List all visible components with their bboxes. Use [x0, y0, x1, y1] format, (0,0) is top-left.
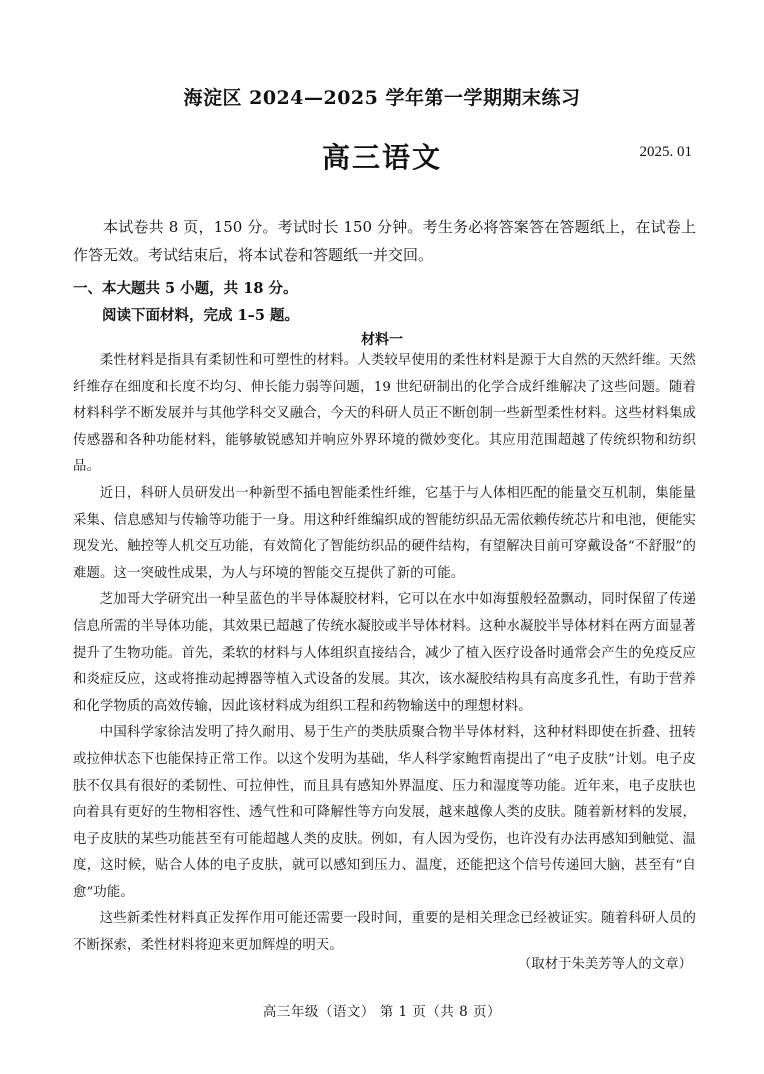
material-paragraph: 近日，科研人员研发出一种新型不插电智能柔性纤维，它基于与人体相匹配的能量交互机制，集能量采集、信息感知与传输等功能于一身。用这种纤维编织成的智能纺织品无需依赖传统芯片和电池，便能实现发光、触控等人机交互功能，有效简化了智能纺织品的硬件结构，有望解决目前可穿戴设备“不舒服”的难题。这一突破性成果，为人与环境的智能交互提供了新的可能。: [73, 485, 696, 581]
section-heading: 一、本大题共 5 小题，共 18 分。: [73, 280, 298, 297]
material-paragraph: 中国科学家徐洁发明了持久耐用、易于生产的类肤质聚合物半导体材料，这种材料即使在折叠、扭转或拉伸状态下也能保持正常工作。以这个发明为基础，华人科学家鲍哲南提出了“电子皮肤”计划。电子皮肤不仅具有很好的柔韧性、可拉伸性，而且具有感知外界温度、压力和湿度等功能。近年来，电子皮肤也向着具有更好的生物相容性、透气性和可降解性等方向发展，越来越像人类的皮肤。随着新材料的发展，电子皮肤的某些功能甚至有可能超越人类的皮肤。例如，有人因为受伤，也许没有办法再感知到触觉、温度，这时候，贴合人体的电子皮肤，就可以感知到压力、温度，还能把这个信号传递回大脑，甚至有“自愈”功能。: [73, 725, 696, 900]
exam-title: 海淀区 2024—2025 学年第一学期期末练习: [183, 87, 581, 109]
exam-date: 2025. 01: [639, 144, 692, 160]
material-paragraph: 柔性材料是指具有柔韧性和可塑性的材料。人类较早使用的柔性材料是源于大自然的天然纤维。天然纤维存在细度和长度不均匀、伸长能力弱等问题，19 世纪研制出的化学合成纤维解决了这些问题。随着材料科学不断发展并与其他学科交叉融合，今天的科研人员正不断创制一些新型柔性材料。这些材料集成传感器和各种功能材料，能够敏锐感知并响应外界环境的微妙变化。其应用范围超越了传统织物和纺织品。: [73, 353, 696, 475]
material-title: 材料一: [361, 332, 403, 348]
material-paragraph: 这些新柔性材料真正发挥作用可能还需要一段时间，重要的是相关理念已经被证实。随着科研人员的不断探索，柔性材料将迎来更加辉煌的明天。: [73, 911, 696, 954]
section-one: [73, 275, 696, 329]
material-source: （取材于朱美芳等人的文章）: [517, 957, 692, 972]
material-body: [73, 348, 696, 960]
section-prompt: 阅读下面材料，完成 1–5 题。: [102, 307, 300, 324]
material-paragraph: 芝加哥大学研究出一种呈蓝色的半导体凝胶材料，它可以在水中如海蜇般轻盈飘动，同时保留了传递信息所需的半导体功能，其效果已超越了传统水凝胶或半导体材料。这种水凝胶半导体材料在两方面显著提升了生物功能。首先，柔软的材料与人体组织直接结合，减少了植入医疗设备时通常会产生的免疫反应和炎症反应，这或将推动起搏器等植入式设备的发展。其次，该水凝胶结构具有高度多孔性，有助于营养和化学物质的高效传输，因此该材料成为组织工程和药物输送中的理想材料。: [73, 592, 696, 714]
instructions-text: 本试卷共 8 页，150 分。考试时长 150 分钟。考生务必将答案答在答题纸上，在试卷上作答无效。考试结束后，将本试卷和答题纸一并交回。: [73, 218, 696, 264]
subject-title: 高三语文: [321, 141, 442, 174]
page-footer: 高三年级（语文） 第 1 页（共 8 页）: [262, 1004, 502, 1020]
instructions: [73, 213, 696, 269]
